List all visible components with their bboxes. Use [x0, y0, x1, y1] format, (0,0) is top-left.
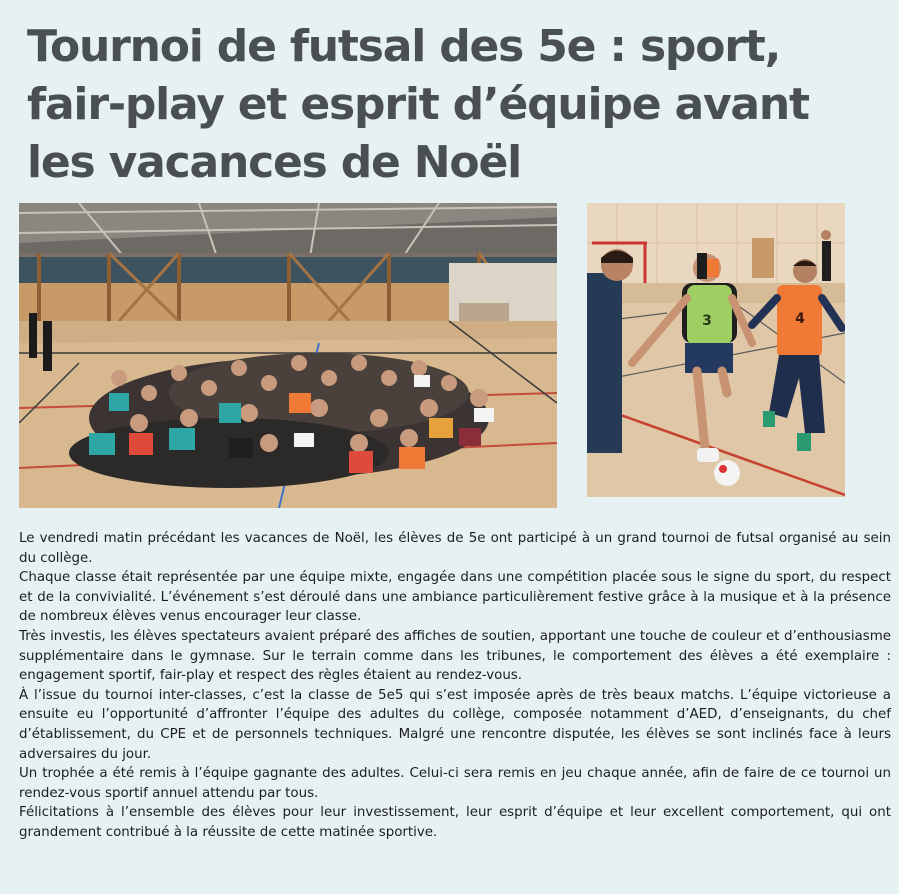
article-paragraph-1: Le vendredi matin précédant les vacances de Noël, les élèves de 5e ont participé à un grand tournoi de futsal organisé au sein du collège.: [19, 531, 891, 566]
article-paragraph-4: À l’issue du tournoi inter-classes, c’est la classe de 5e5 qui s’est imposée après de très beaux matchs. L’équipe victorieuse a ensuite eu l’opportunité d’affronter l’équipe des adultes du collège, composée notamment d’AED, d’enseignants, du chef d’établissement, du CPE et de personnels techniques. Malgré une rencontre disputée, les élèves se sont inclinés face à leurs adversaires du jour.: [19, 687, 891, 762]
bib-number-left: 3: [702, 313, 712, 329]
article-paragraph-6: Félicitations à l’ensemble des élèves pour leur investissement, leur esprit d’équipe et leur excellent comportement, qui ont grandement contribué à la réussite de cette matinée sportive.: [19, 805, 891, 840]
match-photo: [587, 203, 845, 497]
bib-number-right: 4: [795, 311, 805, 327]
page-title: Tournoi de futsal des 5e : sport, fair-play et esprit d’équipe avant les vacances de Noël: [27, 21, 809, 188]
article-paragraph-2: Chaque classe était représentée par une équipe mixte, engagée dans une compétition placée sous le signe du sport, du respect et de la convivialité. L’événement s’est déroulé dans une ambiance particulièrement festive grâce à la musique et à la présence de nombreux élèves venus encourager leur classe.: [19, 570, 891, 625]
article-paragraph-5: Un trophée a été remis à l’équipe gagnante des adultes. Celui-ci sera remis en jeu chaque année, afin de faire de ce tournoi un rendez-vous sportif annuel attendu par tous.: [19, 766, 891, 801]
article-paragraph-3: Très investis, les élèves spectateurs avaient préparé des affiches de soutien, apportant une touche de couleur et d’enthousiasme supplémentaire dans le gymnase. Sur le terrain comme dans les tribunes, le comportement des élèves a été exemplaire : engagement sportif, fair-play et respect des règles étaient au rendez-vous.: [19, 628, 891, 684]
group-photo: [19, 203, 557, 508]
article-body: [19, 529, 891, 843]
